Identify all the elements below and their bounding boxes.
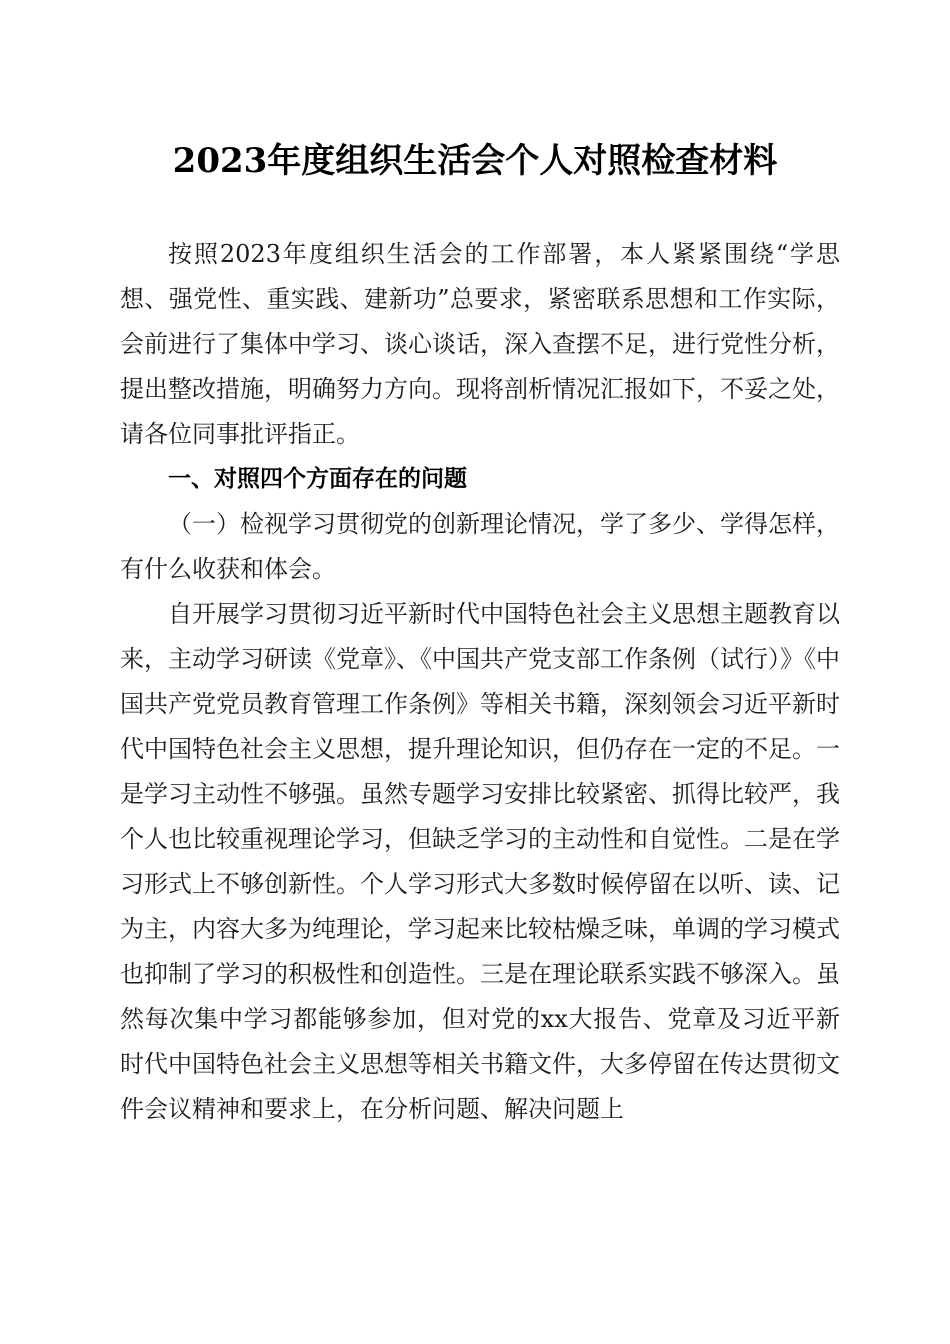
subsection-body-paragraph: 自开展学习贯彻习近平新时代中国特色社会主义思想主题教育以来，主动学习研读《党章》、《中国共产党支部工作条例（试行）》《中国共产党党员教育管理工作条例》等相关书籍，深刻领会习近平新时代中国特色社会主义思想，提升理论知识，但仍存在一定的不足。一是学习主动性不够强。虽然专题学习安排比较紧密、抓得比较严，我个人也比较重视理论学习，但缺乏学习的主动性和自觉性。二是在学习形式上不够创新性。个人学习形式大多数时候停留在以听、读、记为主，内容大多为纯理论，学习起来比较枯燥乏味，单调的学习模式也抑制了学习的积极性和创造性。三是在理论联系实践不够深入。虽然每次集中学习都能够参加，但对党的xx大报告、党章及习近平新时代中国特色社会主义思想等相关书籍文件，大多停留在传达贯彻文件会议精神和要求上，在分析问题、解决问题上 <box>120 600 840 1123</box>
intro-paragraph: 按照2023年度组织生活会的工作部署，本人紧紧围绕“学思想、强党性、重实践、建新功”总要求，紧密联系思想和工作实际，会前进行了集体中学习、谈心谈话，深入查摆不足，进行党性分析，提出整改措施，明确努力方向。现将剖析情况汇报如下，不妥之处，请各位同事批评指正。 <box>120 240 840 448</box>
section-heading: 一、对照四个方面存在的问题 <box>168 466 467 492</box>
subsection-heading: （一）检视学习贯彻党的创新理论情况，学了多少、学得怎样，有什么收获和体会。 <box>120 510 840 583</box>
document-body <box>120 232 840 1132</box>
document-title: 2023年度组织生活会个人对照检查材料 <box>172 141 778 181</box>
